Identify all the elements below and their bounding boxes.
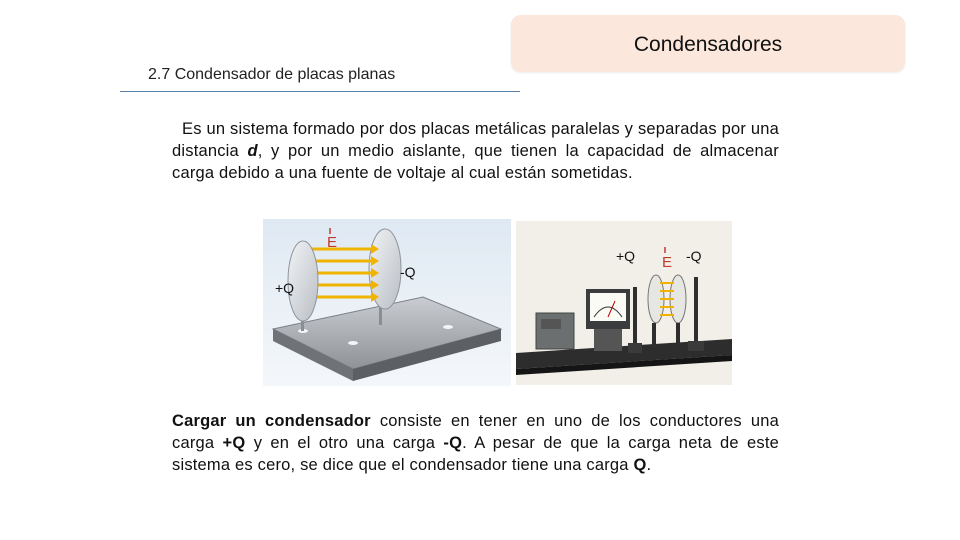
- definition-paragraph: [172, 118, 779, 184]
- title-box: [511, 15, 905, 72]
- distance-symbol: d: [247, 142, 258, 160]
- definition-text-1: Es un sistema formado por dos placas metálicas paralelas y separadas por una distancia: [172, 120, 779, 160]
- subtitle-underline: [120, 91, 520, 92]
- capacitor-apparatus-photo: [263, 219, 511, 386]
- section-subtitle: 2.7 Condensador de placas planas: [148, 66, 396, 83]
- charging-paragraph: [172, 410, 779, 476]
- definition-text-2: , y por un medio aislante, que tienen la capacidad de almacenar carga debido a una fuente de voltaje al cual están sometidas.: [172, 142, 779, 182]
- minus-q-term: -Q: [443, 434, 463, 452]
- plus-charge-label-right: +Q: [616, 248, 636, 264]
- charging-text-2: y en el otro una carga: [245, 434, 444, 452]
- field-label-left: E: [327, 234, 338, 251]
- charging-text-1: consiste en tener en uno de los conductores una carga: [172, 412, 779, 452]
- minus-charge-label-left: -Q: [400, 264, 416, 280]
- plus-q-term: +Q: [222, 434, 246, 452]
- charging-term: Cargar un condensador: [172, 412, 371, 430]
- q-term: Q: [633, 456, 647, 474]
- charging-text-3: . A pesar de que la carga neta de este sistema es cero, se dice que el condensador tiene una carga: [172, 434, 779, 474]
- plus-charge-label-left: +Q: [275, 280, 295, 296]
- charging-text-4: .: [646, 456, 652, 474]
- minus-charge-label-right: -Q: [686, 248, 702, 264]
- capacitor-lab-photo: [516, 221, 732, 385]
- field-label-right: E: [662, 254, 673, 271]
- slide-title: Condensadores: [633, 33, 783, 56]
